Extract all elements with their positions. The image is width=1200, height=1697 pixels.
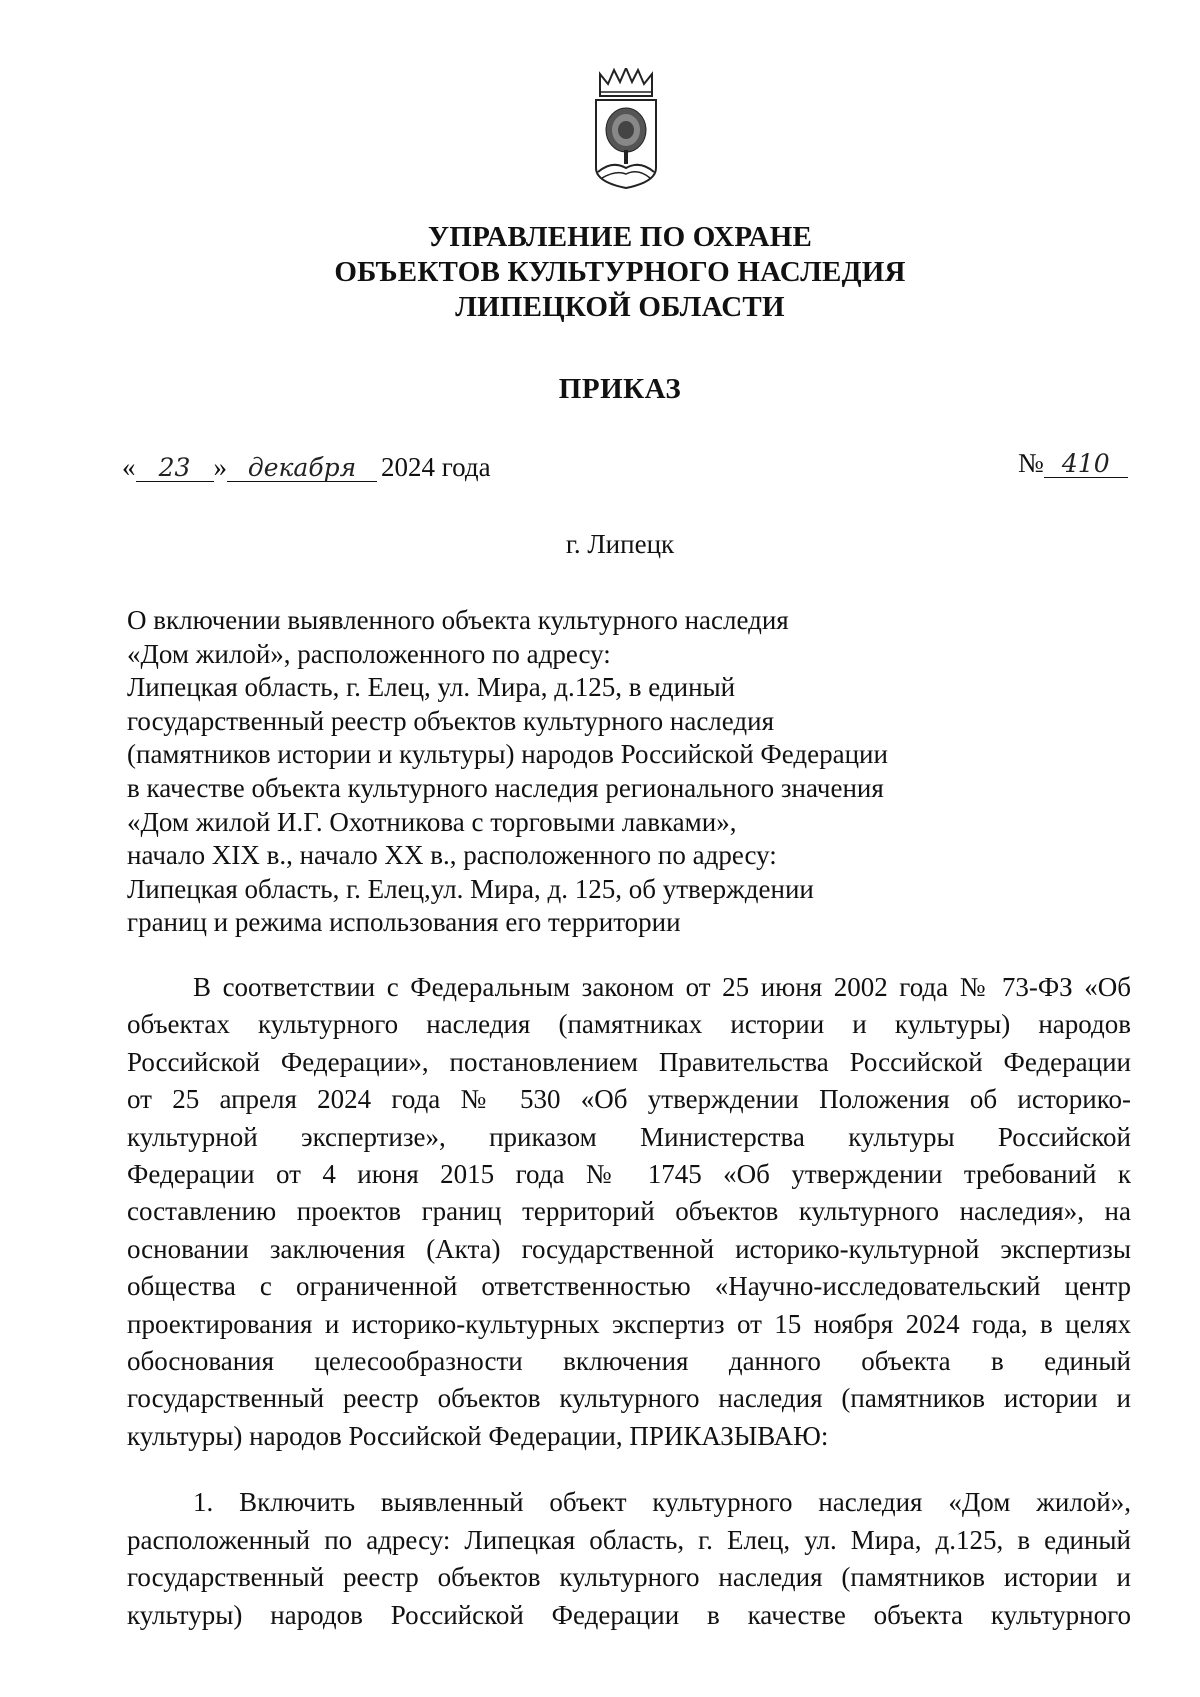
preamble-line: культуры) народов Российской Федерации, ПРИКАЗЫВАЮ: [127,1420,829,1451]
preamble-line: основании заключения (Акта) государственной историко-культурной экспертизы [127,1233,1131,1264]
date-open-quote: « [122,452,136,482]
preamble-line: обоснования целесообразности включения данного объекта в единый [127,1346,1131,1377]
item-1-line: государственный реестр объектов культурного наследия (памятников истории и [127,1562,1131,1593]
order-body [127,969,1131,1634]
agency-header [0,220,1200,325]
order-number-handwritten: 410 [1044,451,1128,478]
subject-line: «Дом жилой И.Г. Охотникова с торговыми лавками», [127,806,737,837]
order-number-prefix: № [1018,448,1044,478]
item-1-paragraph [127,1484,1131,1634]
preamble-line: Федерации от 4 июня 2015 года № 1745 «Об утверждении требований к [127,1159,1131,1190]
city: г. Липецк [565,529,675,559]
agency-header-line: УПРАВЛЕНИЕ ПО ОХРАНЕ [427,221,813,253]
subject-line: О включении выявленного объекта культурного наследия [127,605,789,635]
date-year: 2024 года [381,452,491,482]
subject-line: Липецкая область, г. Елец, ул. Мира, д.125, в единый [127,672,736,703]
subject-line: государственный реестр объектов культурного наследия [127,705,775,736]
item-1-line: культуры) народов Российской Федерации в качестве объекта культурного [127,1599,1131,1630]
preamble-line: составлению проектов границ территорий объектов культурного наследия», на [127,1196,1131,1227]
agency-header-line: ЛИПЕЦКОЙ ОБЛАСТИ [455,291,785,323]
preamble-line: объектах культурного наследия (памятниках истории и культуры) народов [127,1009,1131,1040]
preamble-line: от 25 апреля 2024 года № 530 «Об утверждении Положения об историко- [127,1084,1131,1115]
date-close-quote: » [213,452,227,482]
subject-line: Липецкая область, г. Елец,ул. Мира, д. 125, об утверждении [127,873,814,904]
item-1-line: 1. Включить выявленный объект культурного наследия «Дом жилой», [193,1487,1131,1518]
preamble-line: культурной экспертизе», приказом Министерства культуры Российской [127,1121,1131,1152]
preamble-line: Российской Федерации», постановлением Правительства Российской Федерации [127,1046,1131,1077]
subject-line: границ и режима использования его территории [127,907,681,938]
subject-line: (памятников истории и культуры) народов Российской Федерации [127,739,888,770]
order-date [122,452,491,483]
date-day-handwritten: 23 [136,455,214,482]
preamble-line: общества с ограниченной ответственностью «Научно-исследовательский центр [127,1271,1131,1302]
lipetsk-coat-of-arms-icon [592,68,660,190]
preamble-line: В соответствии с Федеральным законом от 25 июня 2002 года № 73-ФЗ «Об [193,972,1131,1002]
order-title: ПРИКАЗ [558,373,682,405]
subject-line: «Дом жилой», расположенного по адресу: [127,638,611,669]
order-number [1018,448,1128,479]
subject-line: начало XIX в., начало XX в., расположенного по адресу: [127,840,777,871]
preamble-paragraph [127,969,1131,1455]
subject-line: в качестве объекта культурного наследия регионального значения [127,772,884,803]
preamble-line: проектирования и историко-культурных экспертиз от 15 ноября 2024 года, в целях [127,1308,1131,1339]
preamble-line: государственный реестр объектов культурного наследия (памятников истории и [127,1383,1131,1414]
agency-header-line: ОБЪЕКТОВ КУЛЬТУРНОГО НАСЛЕДИЯ [334,256,906,288]
order-subject [127,604,987,940]
item-1-line: расположенный по адресу: Липецкая область, г. Елец, ул. Мира, д.125, в единый [127,1524,1131,1555]
date-month-handwritten: декабря [227,455,377,482]
